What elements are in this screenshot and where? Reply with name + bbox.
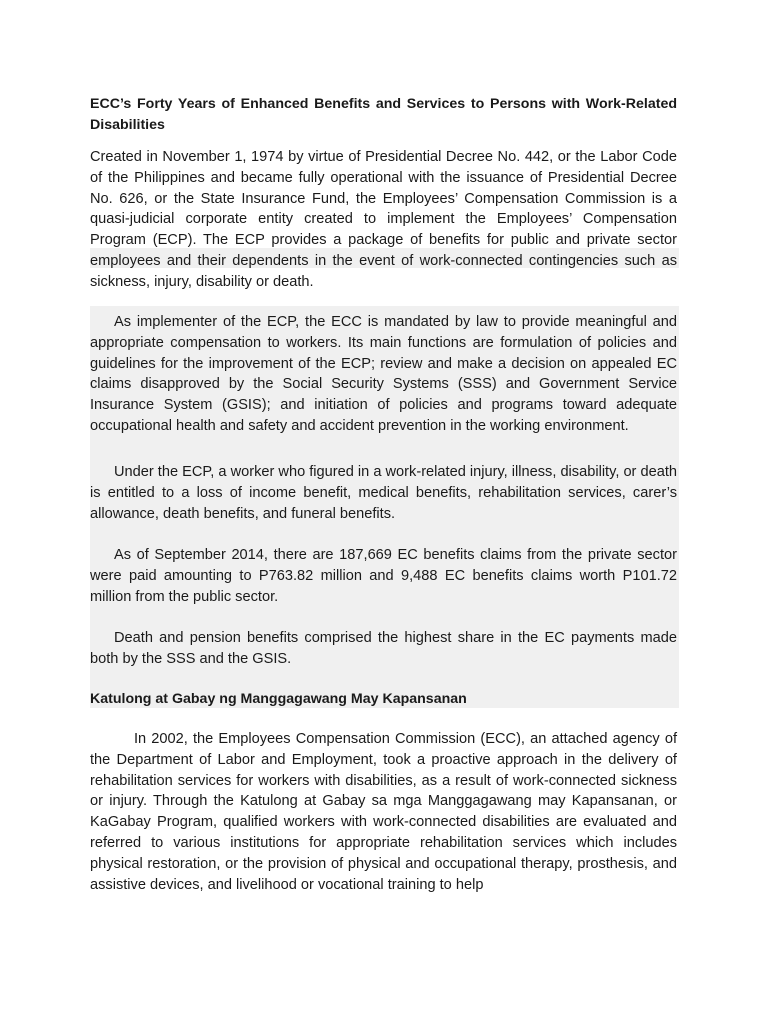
paragraph-claims-stats: As of September 2014, there are 187,669 EC benefits claims from the private sector were paid amounting to P763.82 million and 9,488 EC benefits claims worth P101.72 million from the public sector.	[90, 547, 677, 605]
section-heading: Katulong at Gabay ng Manggagawang May Kapansanan	[90, 691, 467, 707]
paragraph-benefits: Under the ECP, a worker who figured in a work-related injury, illness, disability, or death is entitled to a loss of income benefit, medical benefits, rehabilitation services, carer’s allowance, death benefits, and funeral benefits.	[90, 464, 677, 522]
paragraph-payments-share: Death and pension benefits comprised the highest share in the EC payments made both by the SSS and the GSIS.	[90, 630, 677, 667]
paragraph-intro: Created in November 1, 1974 by virtue of Presidential Decree No. 442, or the Labor Code of the Philippines and became fully operational with the issuance of Presidential Decree No. 626, or the State Insurance Fund, the Employees’ Compensation Commission is a quasi-judicial corporate entity created to implement the Employees’ Compensation Program (ECP). The ECP provides a package of benefits for public and private sector employees and their dependents in the event of work-connected contingencies such as sickness, injury, disability or death.	[90, 149, 677, 290]
paragraph-mandate: As implementer of the ECP, the ECC is mandated by law to provide meaningful and appropriate compensation to workers. Its main functions are formulation of policies and guidelines for the improvement of the ECP; review and make a decision on appealed EC claims disapproved by the Social Security Systems (SSS) and Government Service Insurance System (GSIS); and initiation of policies and programs toward adequate occupational health and safety and accident prevention in the working environment.	[90, 314, 677, 434]
paragraph-kagabay: In 2002, the Employees Compensation Commission (ECC), an attached agency of the Department of Labor and Employment, took a proactive approach in the delivery of rehabilitation services for workers with disabilities, as a result of work-connected sickness or injury. Through the Katulong at Gabay sa mga Manggagawang may Kapansanan, or KaGabay Program, qualified workers with work-connected disabilities are evaluated and referred to various institutions for appropriate rehabilitation services which includes physical restoration, or the provision of physical and occupational therapy, prosthesis, and assistive devices, and livelihood or vocational training to help	[90, 731, 677, 893]
document-title: ECC’s Forty Years of Enhanced Benefits and Services to Persons with Work-Related Disabilities	[90, 96, 677, 133]
